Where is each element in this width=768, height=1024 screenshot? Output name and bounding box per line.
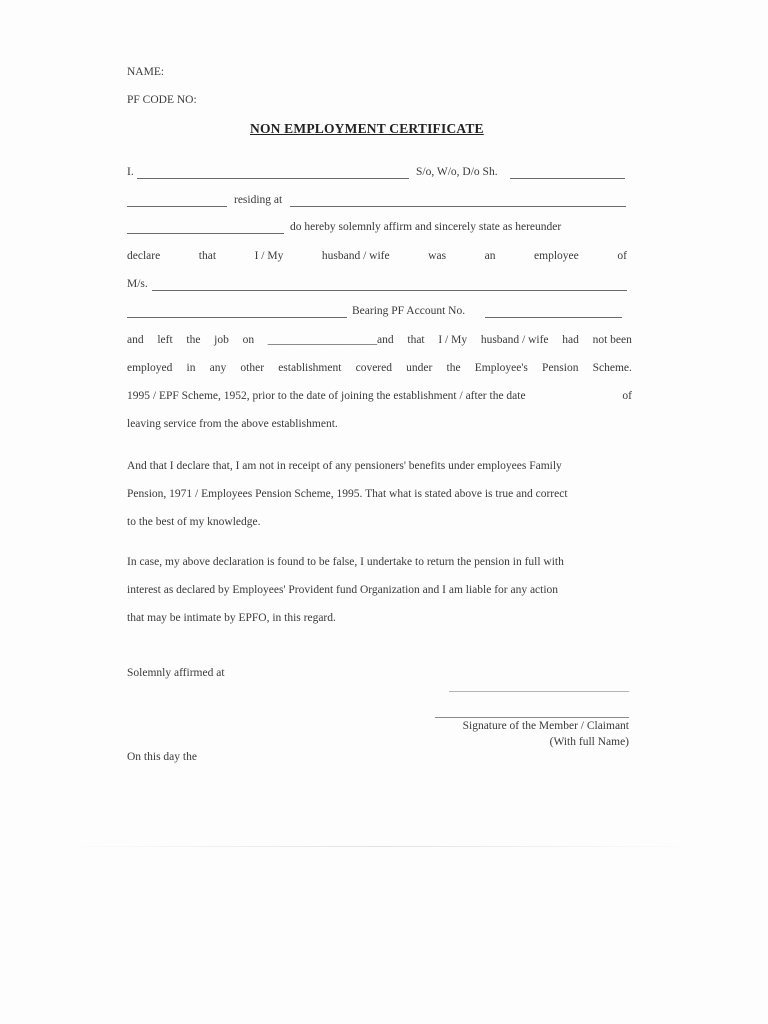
- scan-fold-line: [60, 846, 700, 847]
- pf-code-label: PF CODE NO:: [127, 94, 197, 106]
- paragraph-false-declaration: [127, 548, 632, 632]
- line4-word: was: [428, 250, 447, 262]
- line2-blank-left: [127, 206, 227, 207]
- line4-word: of: [617, 250, 627, 262]
- line3-affirm-text: do hereby solemnly affirm and sincerely state as hereunder: [290, 221, 562, 233]
- line1-relative-blank: [510, 178, 625, 179]
- paragraph-line: leaving service from the above establishment.: [127, 418, 338, 430]
- line4-word: an: [484, 250, 496, 262]
- paragraph-line: interest as declared by Employees' Provident fund Organization and I am liable for any action: [127, 584, 559, 596]
- line6-blank-left: [127, 317, 347, 318]
- paragraph-line: to the best of my knowledge.: [127, 516, 261, 528]
- on-this-day-label: On this day the: [127, 751, 197, 763]
- line1-name-blank: [137, 178, 409, 179]
- line5-establishment-blank: [152, 290, 627, 291]
- line1-prefix: I.: [127, 166, 134, 178]
- solemnly-affirmed-label: Solemnly affirmed at: [127, 667, 225, 679]
- full-name-label: (With full Name): [549, 736, 629, 748]
- line4-word: I / My: [254, 250, 284, 262]
- paragraph-line: And that I declare that, I am not in receipt of any pensioners' benefits under employees Family: [127, 460, 562, 472]
- line4-word: that: [198, 250, 217, 262]
- paragraph-line: In case, my above declaration is found to be false, I undertake to return the pension in full with: [127, 556, 564, 568]
- paragraph-no-pension: [127, 452, 632, 536]
- paragraph-employment: [127, 326, 632, 438]
- line6-pf-account-blank: [485, 317, 622, 318]
- name-label: NAME:: [127, 66, 165, 78]
- line4-word: declare: [127, 250, 161, 262]
- signature-blank: [435, 717, 629, 718]
- line3-blank: [127, 233, 284, 234]
- line4-word: employee: [534, 250, 579, 262]
- line5-prefix: M/s.: [127, 278, 148, 290]
- line2-residing-label: residing at: [234, 194, 283, 206]
- paragraph-line: that may be intimate by EPFO, in this regard.: [127, 612, 336, 624]
- paragraph-line: and left the job on ___________________and that I / My husband / wife had not been: [127, 334, 632, 346]
- paragraph-line: Pension, 1971 / Employees Pension Scheme, 1995. That what is stated above is true and correct: [127, 488, 568, 500]
- signature-blank-upper: [449, 691, 629, 692]
- line2-address-blank: [290, 206, 626, 207]
- line6-pf-account-label: Bearing PF Account No.: [352, 305, 466, 317]
- signature-label: Signature of the Member / Claimant: [462, 720, 629, 732]
- document-title: NON EMPLOYMENT CERTIFICATE: [250, 121, 484, 136]
- paragraph-line: employed in any other establishment covered under the Employee's Pension Scheme.: [127, 362, 632, 374]
- line1-relation-label: S/o, W/o, D/o Sh.: [416, 166, 498, 178]
- paragraph-line: 1995 / EPF Scheme, 1952, prior to the date of joining the establishment / after the date of: [127, 390, 632, 402]
- line4-declare-row: [127, 250, 627, 262]
- line4-word: husband / wife: [321, 250, 390, 262]
